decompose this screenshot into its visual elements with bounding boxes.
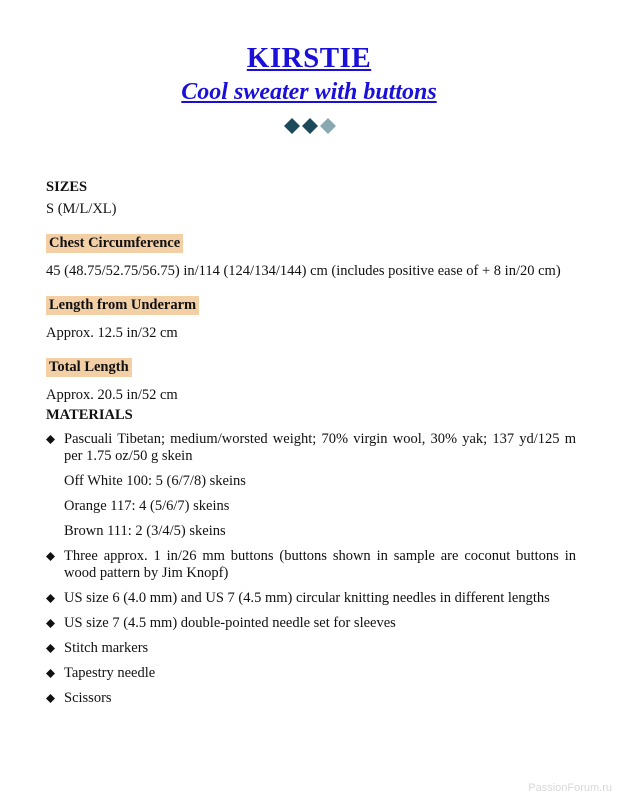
diamond-bullet-icon xyxy=(46,594,55,603)
pattern-title: KIRSTIE xyxy=(246,42,372,74)
color-text: Off White 100: 5 (6/7/8) skeins xyxy=(64,473,246,489)
diamond-bullet-icon xyxy=(46,644,55,653)
length-underarm-heading: Length from Underarm xyxy=(46,296,199,315)
diamond-bullet-icon xyxy=(46,694,55,703)
color-text: Orange 117: 4 (5/6/7) skeins xyxy=(64,498,230,514)
list-item xyxy=(46,590,576,607)
diamond-icon xyxy=(284,118,300,134)
chest-value: 45 (48.75/52.75/56.75) in/114 (124/134/144) cm (includes positive ease of + 8 in/20 cm) xyxy=(46,263,561,279)
diamond-bullet-icon xyxy=(46,435,55,444)
material-text: Three approx. 1 in/26 mm buttons (buttons shown in sample are coconut buttons in wood pattern by Jim Knopf) xyxy=(64,548,576,581)
diamond-icon xyxy=(320,118,336,134)
list-item xyxy=(46,615,576,632)
sizes-heading: SIZES xyxy=(46,179,88,195)
chest-heading: Chest Circumference xyxy=(46,234,183,253)
total-length-value: Approx. 20.5 in/52 cm xyxy=(46,387,178,403)
color-text: Brown 111: 2 (3/4/5) skeins xyxy=(64,523,226,539)
list-item xyxy=(46,665,576,682)
diamond-bullet-icon xyxy=(46,619,55,628)
list-item xyxy=(46,523,576,540)
diamond-icon xyxy=(302,118,318,134)
pattern-content xyxy=(46,177,576,715)
list-item xyxy=(46,640,576,657)
material-text: Stitch markers xyxy=(64,640,149,656)
material-text: US size 7 (4.5 mm) double-pointed needle set for sleeves xyxy=(64,615,396,631)
list-item xyxy=(46,690,576,707)
list-item xyxy=(46,548,576,582)
total-length-heading: Total Length xyxy=(46,358,132,377)
yarn-text: Pascuali Tibetan; medium/worsted weight; 70% virgin wool, 30% yak; 137 yd/125 m per 1.75 oz/50 g skein xyxy=(64,431,576,464)
list-item xyxy=(46,498,576,515)
material-text: US size 6 (4.0 mm) and US 7 (4.5 mm) circular knitting needles in different lengths xyxy=(64,590,550,606)
materials-heading: MATERIALS xyxy=(46,407,133,423)
diamond-bullet-icon xyxy=(46,552,55,561)
material-text: Scissors xyxy=(64,690,112,706)
diamond-ornament-icon xyxy=(283,117,337,135)
list-item xyxy=(46,473,576,490)
sizes-value: S (M/L/XL) xyxy=(46,201,117,217)
material-text: Tapestry needle xyxy=(64,665,156,681)
materials-list xyxy=(46,431,576,707)
watermark: PassionForum.ru xyxy=(528,782,612,794)
diamond-bullet-icon xyxy=(46,669,55,678)
length-underarm-value: Approx. 12.5 in/32 cm xyxy=(46,325,178,341)
pattern-subtitle: Cool sweater with buttons xyxy=(181,79,437,105)
list-item xyxy=(46,431,576,465)
